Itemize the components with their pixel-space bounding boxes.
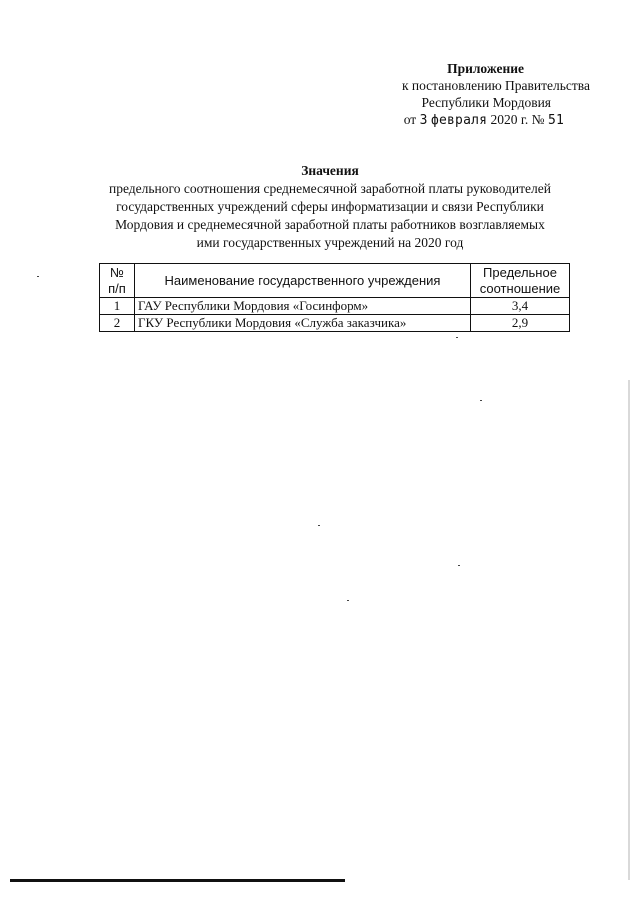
row-number: 2 xyxy=(100,315,135,332)
table-row xyxy=(100,298,570,315)
date-month: февраля xyxy=(430,113,488,128)
ratio-table xyxy=(99,263,570,332)
document-title: Значения xyxy=(301,163,359,178)
date-prefix: от xyxy=(403,112,417,127)
scan-speck xyxy=(318,525,320,526)
appendix-line-republic: Республики Мордовия xyxy=(421,95,551,110)
scan-speck xyxy=(480,400,482,401)
appendix-line-resolution: к постановлению Правительства xyxy=(401,78,590,93)
header-number-abbr: п/п xyxy=(108,280,126,296)
row-institution: ГАУ Республики Мордовия «Госинформ» xyxy=(135,298,471,315)
scan-speck xyxy=(347,600,349,601)
table-row xyxy=(100,315,570,332)
scan-speck xyxy=(458,565,460,566)
subtitle-line-1: предельного соотношения среднемесячной заработной платы руководителей xyxy=(109,181,551,196)
scan-edge-bottom xyxy=(10,879,345,882)
date-day: 3 xyxy=(419,113,428,128)
row-institution: ГКУ Республики Мордовия «Служба заказчика» xyxy=(135,315,471,332)
subtitle-line-2: государственных учреждений сферы информатизации и связи Республики xyxy=(116,199,544,214)
header-ratio-line2: соотношение xyxy=(479,280,561,296)
appendix-block xyxy=(360,60,600,129)
scan-edge-right xyxy=(628,380,630,880)
appendix-date-line xyxy=(360,111,600,129)
header-number xyxy=(100,264,135,298)
date-year: 2020 г. xyxy=(490,112,529,127)
resolution-number: 51 xyxy=(547,113,564,128)
row-ratio: 3,4 xyxy=(471,298,570,315)
header-ratio-line1: Предельное xyxy=(483,264,557,280)
row-number: 1 xyxy=(100,298,135,315)
subtitle-line-4: ими государственных учреждений на 2020 год xyxy=(196,235,464,250)
header-ratio xyxy=(471,264,570,298)
scan-speck xyxy=(37,276,39,277)
subtitle-line-3: Мордовия и среднемесячной заработной платы работников возглавляемых xyxy=(115,217,545,232)
document-heading xyxy=(60,162,600,252)
table-header-row xyxy=(100,264,570,298)
row-ratio: 2,9 xyxy=(471,315,570,332)
appendix-title: Приложение xyxy=(447,61,524,76)
scan-speck xyxy=(456,337,458,338)
header-institution-name: Наименование государственного учреждения xyxy=(135,264,471,298)
number-prefix: № xyxy=(531,112,545,127)
header-number-symbol: № xyxy=(110,264,124,280)
